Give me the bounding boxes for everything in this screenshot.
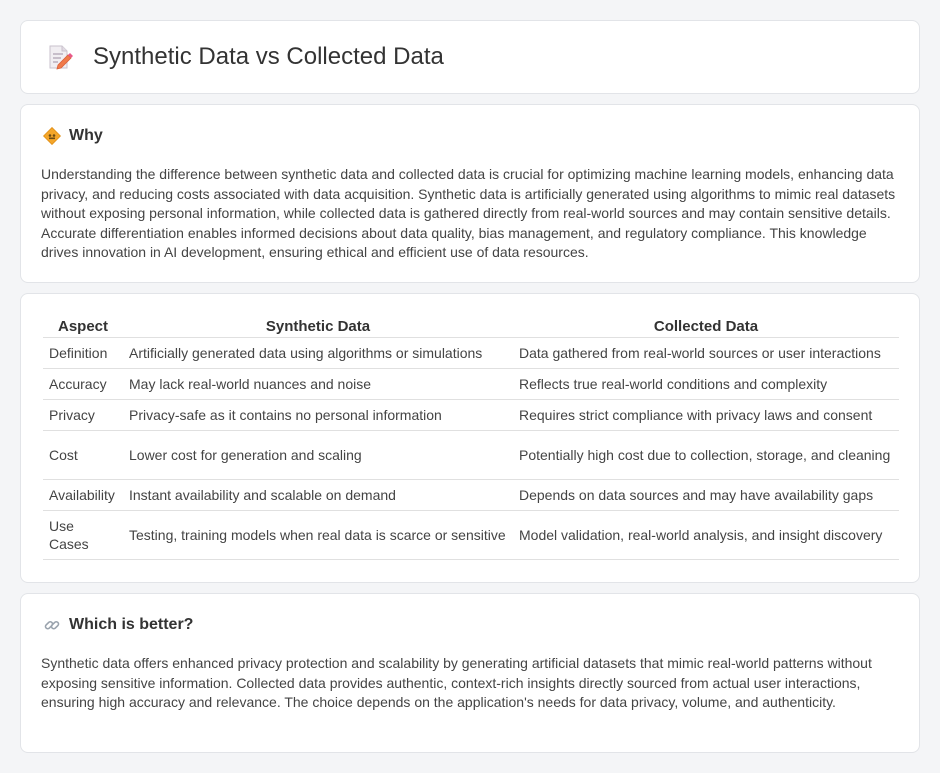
- comparison-table: [43, 314, 899, 560]
- why-header: [43, 127, 103, 145]
- header-synthetic: Synthetic Data: [123, 314, 513, 338]
- aspect-cell: Use Cases: [43, 511, 123, 560]
- table-header-row: [43, 314, 899, 338]
- table-row: [43, 511, 899, 560]
- collected-cell: Requires strict compliance with privacy laws and consent: [513, 400, 899, 431]
- synthetic-cell: May lack real-world nuances and noise: [123, 369, 513, 400]
- aspect-cell: Privacy: [43, 400, 123, 431]
- table-row: [43, 431, 899, 480]
- table-row: [43, 369, 899, 400]
- synthetic-cell: Instant availability and scalable on demand: [123, 480, 513, 511]
- why-text: Understanding the difference between synthetic data and collected data is crucial for optimizing machine learning models, enhancing data privacy, and reducing costs associated with data acquisition. Synthetic data is artificially generated using algorithms to mimic real datasets without exposing personal information, while collected data is gathered directly from real-world sources and may contain sensitive details. Accurate differentiation enables informed decisions about data quality, bias management, and regulatory compliance. This knowledge drives innovation in AI development, ensuring ethical and efficient use of data resources.: [41, 166, 896, 260]
- aspect-cell: Availability: [43, 480, 123, 511]
- synthetic-cell: Artificially generated data using algorithms or simulations: [123, 338, 513, 369]
- synthetic-cell: Lower cost for generation and scaling: [123, 431, 513, 480]
- table-row: [43, 338, 899, 369]
- aspect-cell: Accuracy: [43, 369, 123, 400]
- why-title: Why: [69, 127, 103, 144]
- aspect-cell: Cost: [43, 431, 123, 480]
- header-aspect: Aspect: [43, 314, 123, 338]
- synthetic-cell: Testing, training models when real data is scarce or sensitive: [123, 511, 513, 560]
- collected-cell: Data gathered from real-world sources or user interactions: [513, 338, 899, 369]
- aspect-cell: Definition: [43, 338, 123, 369]
- comparison-card: [20, 293, 920, 583]
- synthetic-cell: Privacy-safe as it contains no personal information: [123, 400, 513, 431]
- better-text: Synthetic data offers enhanced privacy protection and scalability by generating artificial datasets that mimic real-world patterns without exposing sensitive information. Collected data provides authentic, context-rich insights directly sourced from actual user interactions, ensuring high accuracy and relevance. The choice depends on the application's needs for data privacy, volume, and authenticity.: [41, 655, 872, 710]
- collected-cell: Model validation, real-world analysis, and insight discovery: [513, 511, 899, 560]
- better-title: Which is better?: [69, 616, 194, 633]
- diamond-sign-icon: [43, 127, 61, 145]
- collected-cell: Depends on data sources and may have availability gaps: [513, 480, 899, 511]
- table-row: [43, 400, 899, 431]
- document-pencil-icon: [45, 43, 73, 71]
- better-card: [20, 593, 920, 753]
- collected-cell: Reflects true real-world conditions and complexity: [513, 369, 899, 400]
- better-header: [43, 616, 193, 634]
- why-card: [20, 104, 920, 283]
- link-icon: [43, 616, 61, 634]
- title-card: [20, 20, 920, 94]
- title-row: [45, 43, 444, 71]
- table-row: [43, 480, 899, 511]
- page-title: Synthetic Data vs Collected Data: [93, 43, 444, 70]
- header-collected: Collected Data: [513, 314, 899, 338]
- collected-cell: Potentially high cost due to collection, storage, and cleaning: [513, 431, 899, 480]
